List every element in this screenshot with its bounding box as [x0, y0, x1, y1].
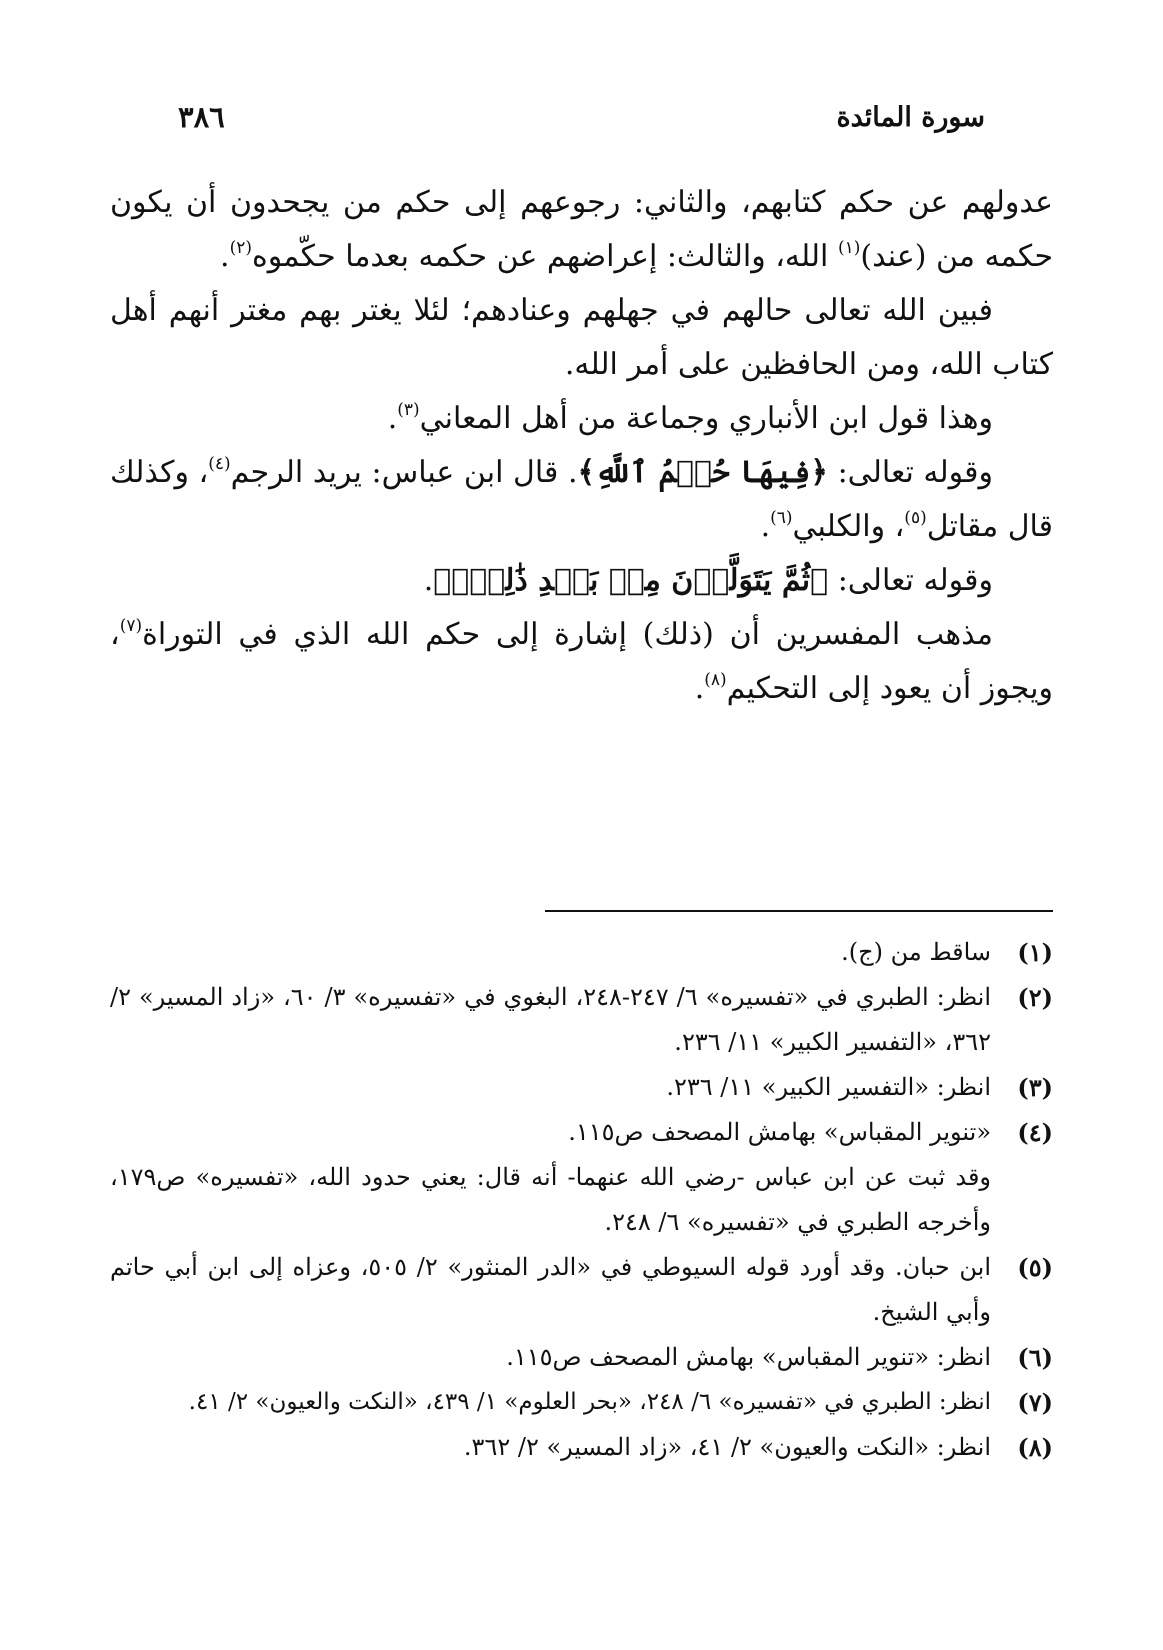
footnote-ref: (٤)	[208, 454, 231, 474]
footnote-text: وقد ثبت عن ابن عباس -رضي الله عنهما- أنه قال: يعني حدود الله، «تفسيره» ص١٧٩، وأخرجه الطبري في «تفسيره» ٦/ ٢٤٨.	[110, 1163, 991, 1236]
footnote-number	[991, 1155, 1053, 1245]
paragraph-6	[110, 608, 1053, 716]
footnotes	[110, 930, 1053, 1470]
page-number: ٣٨٦	[178, 100, 225, 134]
text-run: . قال ابن عباس: يريد الرجم	[230, 455, 578, 490]
footnote-ref: (١)	[837, 238, 861, 258]
footnote-text: انظر: الطبري في «تفسيره» ٦/ ٢٤٧-٢٤٨، البغوي في «تفسيره» ٣/ ٦٠، «زاد المسير» ٢/ ٣٦٢، «التفسير الكبير» ١١/ ٢٣٦.	[110, 983, 991, 1056]
text-run: .	[220, 239, 230, 274]
paragraph-5	[110, 554, 1053, 608]
paragraph-4	[110, 446, 1053, 554]
text-run: فبين الله تعالى حالهم في جهلهم وعنادهم؛ لئلا يغتر بهم مغتر أنهم أهل كتاب الله، ومن الحافظين على أمر الله.	[110, 293, 1053, 382]
footnote-number: (٤)	[1017, 1118, 1053, 1147]
footnote-number: (٣)	[1017, 1073, 1053, 1102]
footnote-divider	[545, 910, 1053, 912]
footnote-ref: (٧)	[119, 616, 143, 636]
footnote-text: «تنوير المقباس» بهامش المصحف ص١١٥.	[568, 1118, 991, 1146]
footnote-ref: (٨)	[704, 670, 727, 690]
footnote-number: (٥)	[1017, 1253, 1053, 1282]
footnote-text: ساقط من (ج).	[841, 938, 991, 966]
footnote-ref: (٥)	[904, 508, 927, 528]
footnote-text: انظر: الطبري في «تفسيره» ٦/ ٢٤٨، «بحر العلوم» ١/ ٤٣٩، «النكت والعيون» ٢/ ٤١.	[188, 1389, 991, 1415]
footnote	[110, 975, 1053, 1065]
footnote-ref: (٣)	[397, 400, 420, 420]
footnote	[110, 1065, 1053, 1110]
footnote	[110, 1245, 1053, 1335]
page-header	[178, 92, 985, 142]
quran-quote: ﴿ثُمَّ يَتَوَلَّوۡنَ مِنۢ بَعۡدِ ذَٰلِكَۚ﴾	[433, 563, 829, 598]
footnote-number: (٧)	[1017, 1388, 1053, 1417]
text-run: الله، والثالث: إعراضهم عن حكمه بعدما حكّموه	[252, 239, 838, 274]
paragraph-1	[110, 176, 1053, 284]
footnote-text: انظر: «النكت والعيون» ٢/ ٤١، «زاد المسير» ٢/ ٣٦٢.	[463, 1433, 991, 1461]
footnote-text: ابن حبان. وقد أورد قوله السيوطي في «الدر المنثور» ٢/ ٥٠٥، وعزاه إلى ابن أبي حاتم وأبي الشيخ.	[110, 1253, 992, 1326]
paragraph-2	[110, 284, 1053, 392]
footnote-number: (٨)	[1017, 1433, 1053, 1462]
main-text	[110, 176, 1053, 716]
footnote-number: (١)	[1017, 938, 1053, 967]
footnote-text: انظر: «تنوير المقباس» بهامش المصحف ص١١٥.	[506, 1343, 991, 1371]
footnote-continuation	[110, 1155, 1053, 1245]
footnote	[110, 1335, 1053, 1380]
text-run: ، وكذلك قال مقاتل	[110, 455, 1053, 544]
footnote	[110, 1425, 1053, 1470]
text-run: ، ويجوز أن يعود إلى التحكيم	[110, 617, 1053, 706]
text-run: ، والكلبي	[792, 509, 905, 544]
text-run: وهذا قول ابن الأنباري وجماعة من أهل المعاني	[419, 401, 993, 436]
text-run: .	[387, 401, 398, 436]
text-run: وقوله تعالى:	[828, 563, 993, 598]
text-run: .	[423, 563, 434, 598]
quran-quote: ﴿فِيهَا حُكۡمُ ٱللَّهِ﴾	[577, 455, 828, 490]
footnote-ref: (٦)	[770, 508, 793, 528]
paragraph-3	[110, 392, 1053, 446]
footnote-text: انظر: «التفسير الكبير» ١١/ ٢٣٦.	[666, 1073, 991, 1101]
footnote	[110, 1110, 1053, 1155]
text-run: مذهب المفسرين أن (ذلك) إشارة إلى حكم الله الذي في التوراة	[142, 617, 993, 652]
text-run: وقوله تعالى:	[827, 455, 993, 490]
text-run: .	[694, 671, 705, 706]
footnote	[110, 1380, 1053, 1425]
footnote-number: (٢)	[1017, 983, 1053, 1012]
footnote-number: (٦)	[1017, 1343, 1053, 1372]
text-run: عدولهم عن حكم كتابهم، والثاني: رجوعهم إلى حكم من يجحدون أن يكون حكمه من (عند)	[110, 185, 1053, 274]
footnote	[110, 930, 1053, 975]
text-run: .	[760, 509, 771, 544]
running-title: سورة المائدة	[836, 101, 985, 133]
footnote-ref: (٢)	[229, 238, 253, 258]
